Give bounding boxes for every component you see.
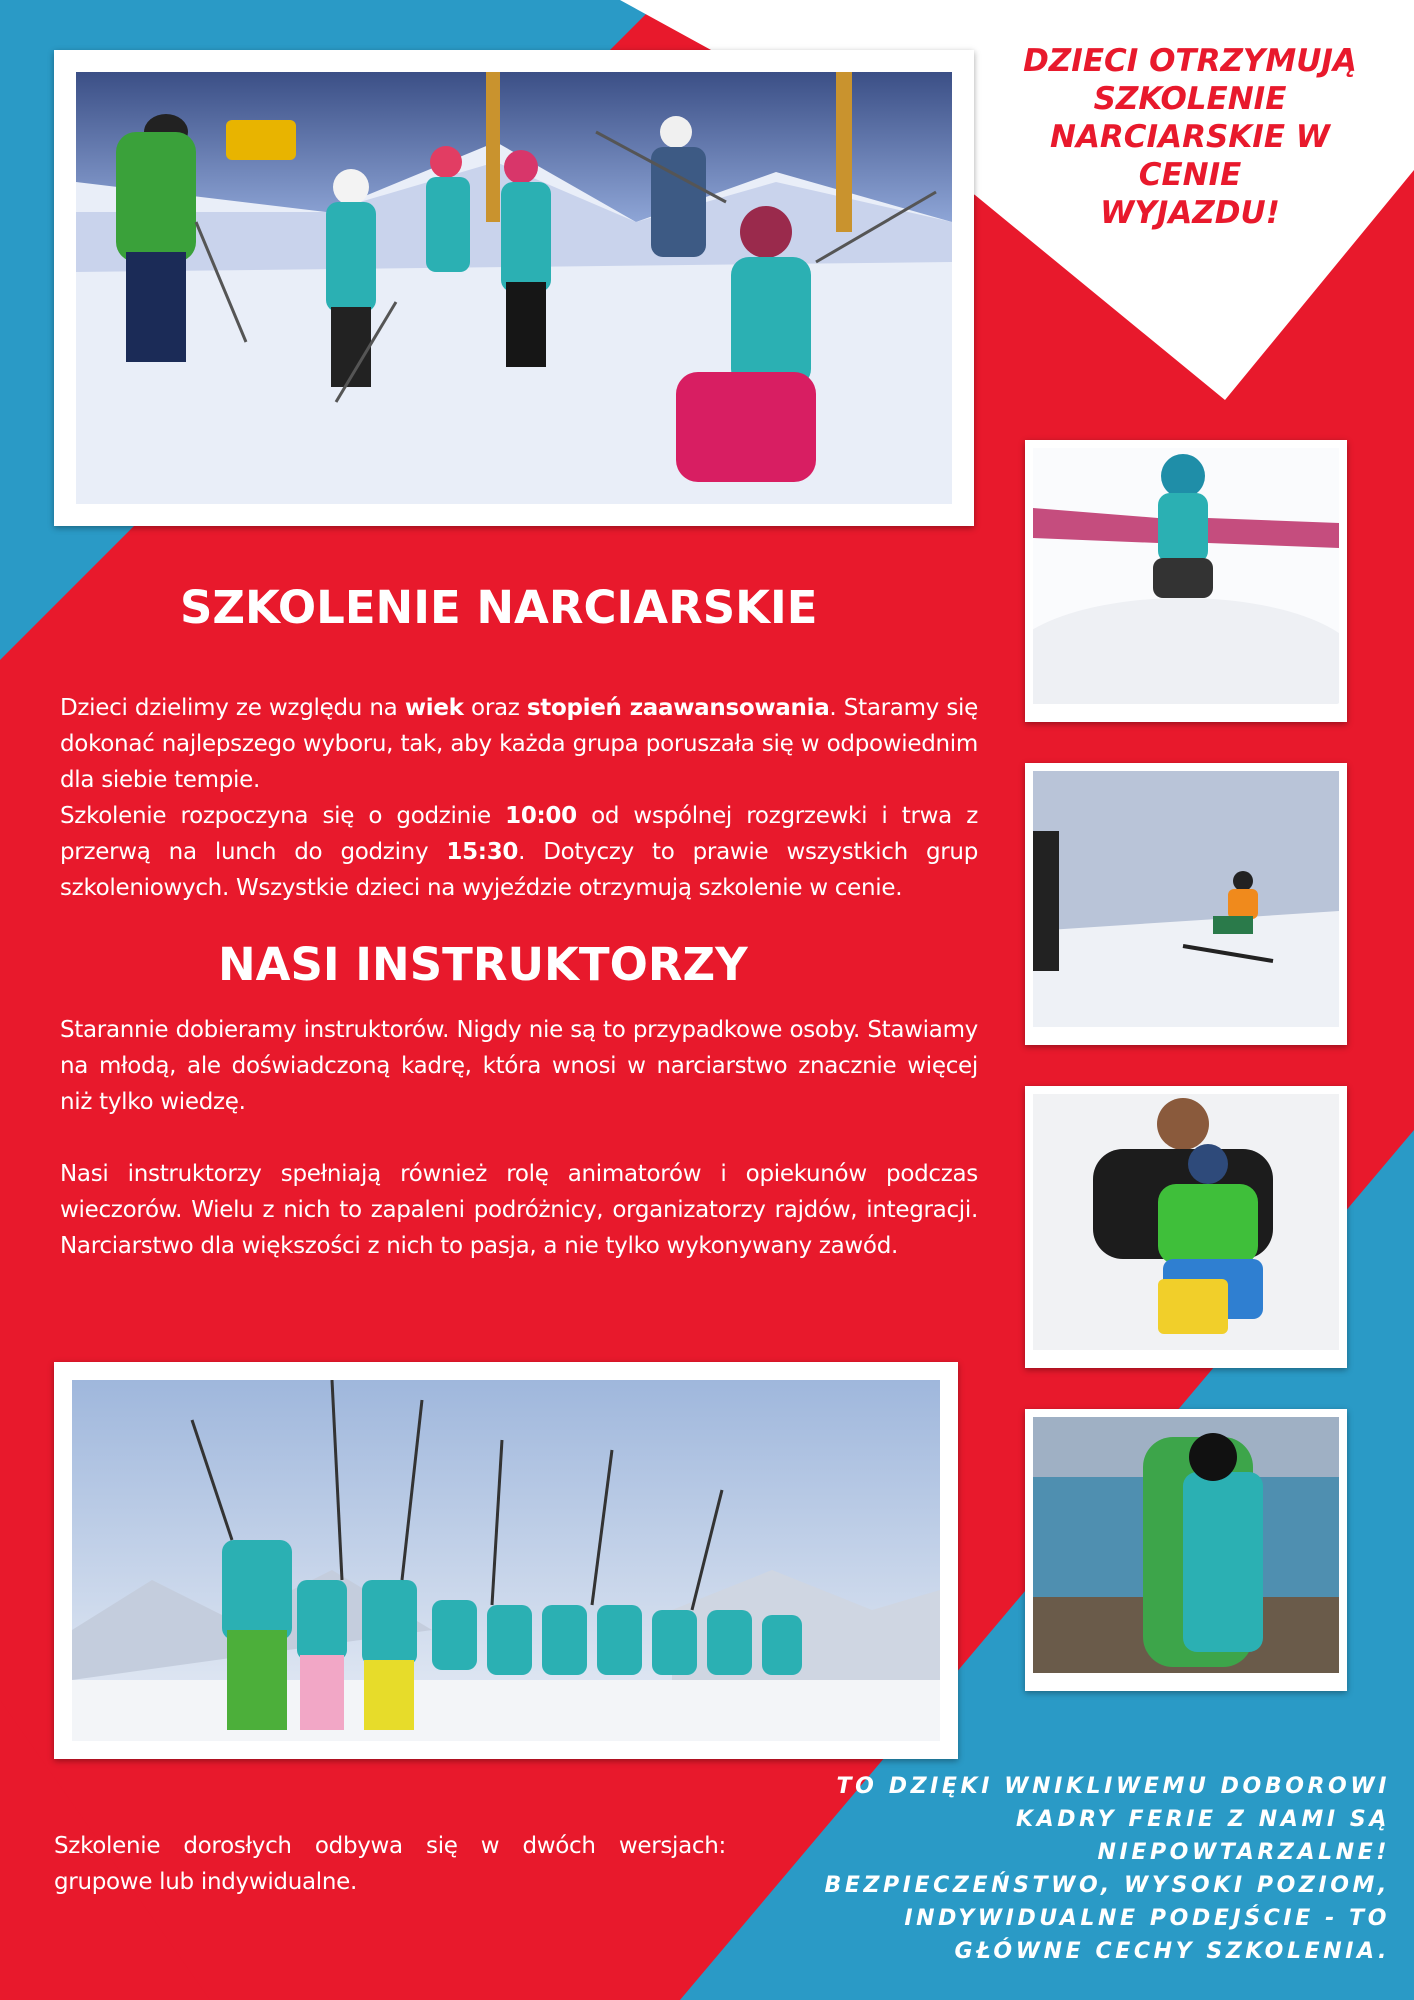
text-run: oraz [463, 695, 527, 721]
closing-slogan-line: INDYWIDUALNE PODEJŚCIE - TO [904, 1906, 1390, 1931]
photo-instructor-helping [1033, 1417, 1339, 1673]
photo-instructor-helping-frame [1025, 1409, 1347, 1691]
photo-instructor-with-child-frame [1025, 1086, 1347, 1368]
photo-kids-group-raised-poles-frame [54, 1362, 958, 1759]
corner-slogan-line: WYJAZDU! [1100, 195, 1280, 231]
ski-training-text [60, 690, 978, 906]
corner-slogan-line: DZIECI OTRZYMUJĄ [1023, 43, 1357, 79]
photo-skier-slalom [1033, 771, 1339, 1027]
corner-slogan-line: SZKOLENIE [1093, 81, 1287, 117]
ski-training-paragraph-2 [60, 798, 978, 906]
text-run: od wspólnej rozgrzewki i trwa z przerwą na lunch do godziny [60, 803, 978, 865]
bold-skill-level: stopień zaawansowania [526, 695, 830, 721]
photo-kids-skiing-group-frame [54, 50, 974, 526]
corner-slogan-line: CENIE [1138, 157, 1242, 193]
spacer [60, 1120, 978, 1156]
start-time: 10:00 [505, 803, 577, 829]
text-run: Szkolenie rozpoczyna się o godzinie [60, 803, 506, 829]
corner-slogan [1020, 42, 1360, 232]
closing-slogan-line: TO DZIĘKI WNIKLIWEMU DOBOROWI [836, 1774, 1390, 1799]
photo-skier-slalom-frame [1025, 763, 1347, 1045]
photo-kids-skiing-group [76, 72, 952, 504]
closing-slogan-line: GŁÓWNE CECHY SZKOLENIA. [954, 1939, 1390, 1964]
photo-instructor-with-child [1033, 1094, 1339, 1350]
photo-kids-group-raised-poles [72, 1380, 940, 1741]
corner-slogan-line: NARCIARSKIE W [1050, 119, 1330, 155]
text-run: Dzieci dzielimy ze względu na [60, 695, 405, 721]
instructors-text [60, 1012, 978, 1264]
photo-child-in-snow [1033, 448, 1339, 704]
photo-child-in-snow-frame [1025, 440, 1347, 722]
heading-ski-training: SZKOLENIE NARCIARSKIE [180, 581, 818, 634]
heading-instructors: NASI INSTRUKTORZY [218, 938, 748, 991]
closing-slogan-line: BEZPIECZEŃSTWO, WYSOKI POZIOM, [824, 1873, 1390, 1898]
instructors-paragraph-2: Nasi instruktorzy spełniają również rolę animatorów i opiekunów podczas wieczorów. Wielu z nich to zapaleni podróżnicy, organizatorzy rajdów, integracji. Narciarstwo dla większości z nich to pasja, a nie tylko wykonywany zawód. [60, 1161, 978, 1259]
text-run: . Dotyczy to prawie wszystkich grup szkoleniowych. Wszystkie dzieci na wyjeździe otrzymują szkolenie w cenie. [60, 839, 979, 901]
bold-age: wiek [404, 695, 464, 721]
text-run: . Staramy się dokonać najlepszego wyboru, tak, aby każda grupa poruszała się w odpowiednim dla siebie tempie. [60, 695, 978, 793]
ski-training-paragraph-1 [60, 690, 978, 798]
closing-slogan-line: KADRY FERIE Z NAMI SĄ [1016, 1807, 1390, 1832]
end-time: 15:30 [446, 839, 519, 865]
closing-slogan [800, 1770, 1390, 1968]
adults-training-note: Szkolenie dorosłych odbywa się w dwóch wersjach: grupowe lub indywidualne. [54, 1833, 726, 1895]
instructors-paragraph-1: Starannie dobieramy instruktorów. Nigdy nie są to przypadkowe osoby. Stawiamy na młodą, ale doświadczoną kadrę, która wnosi w narciarstwo znacznie więcej niż tylko wiedzę. [60, 1017, 978, 1115]
closing-slogan-line: NIEPOWTARZALNE! [1097, 1840, 1390, 1865]
